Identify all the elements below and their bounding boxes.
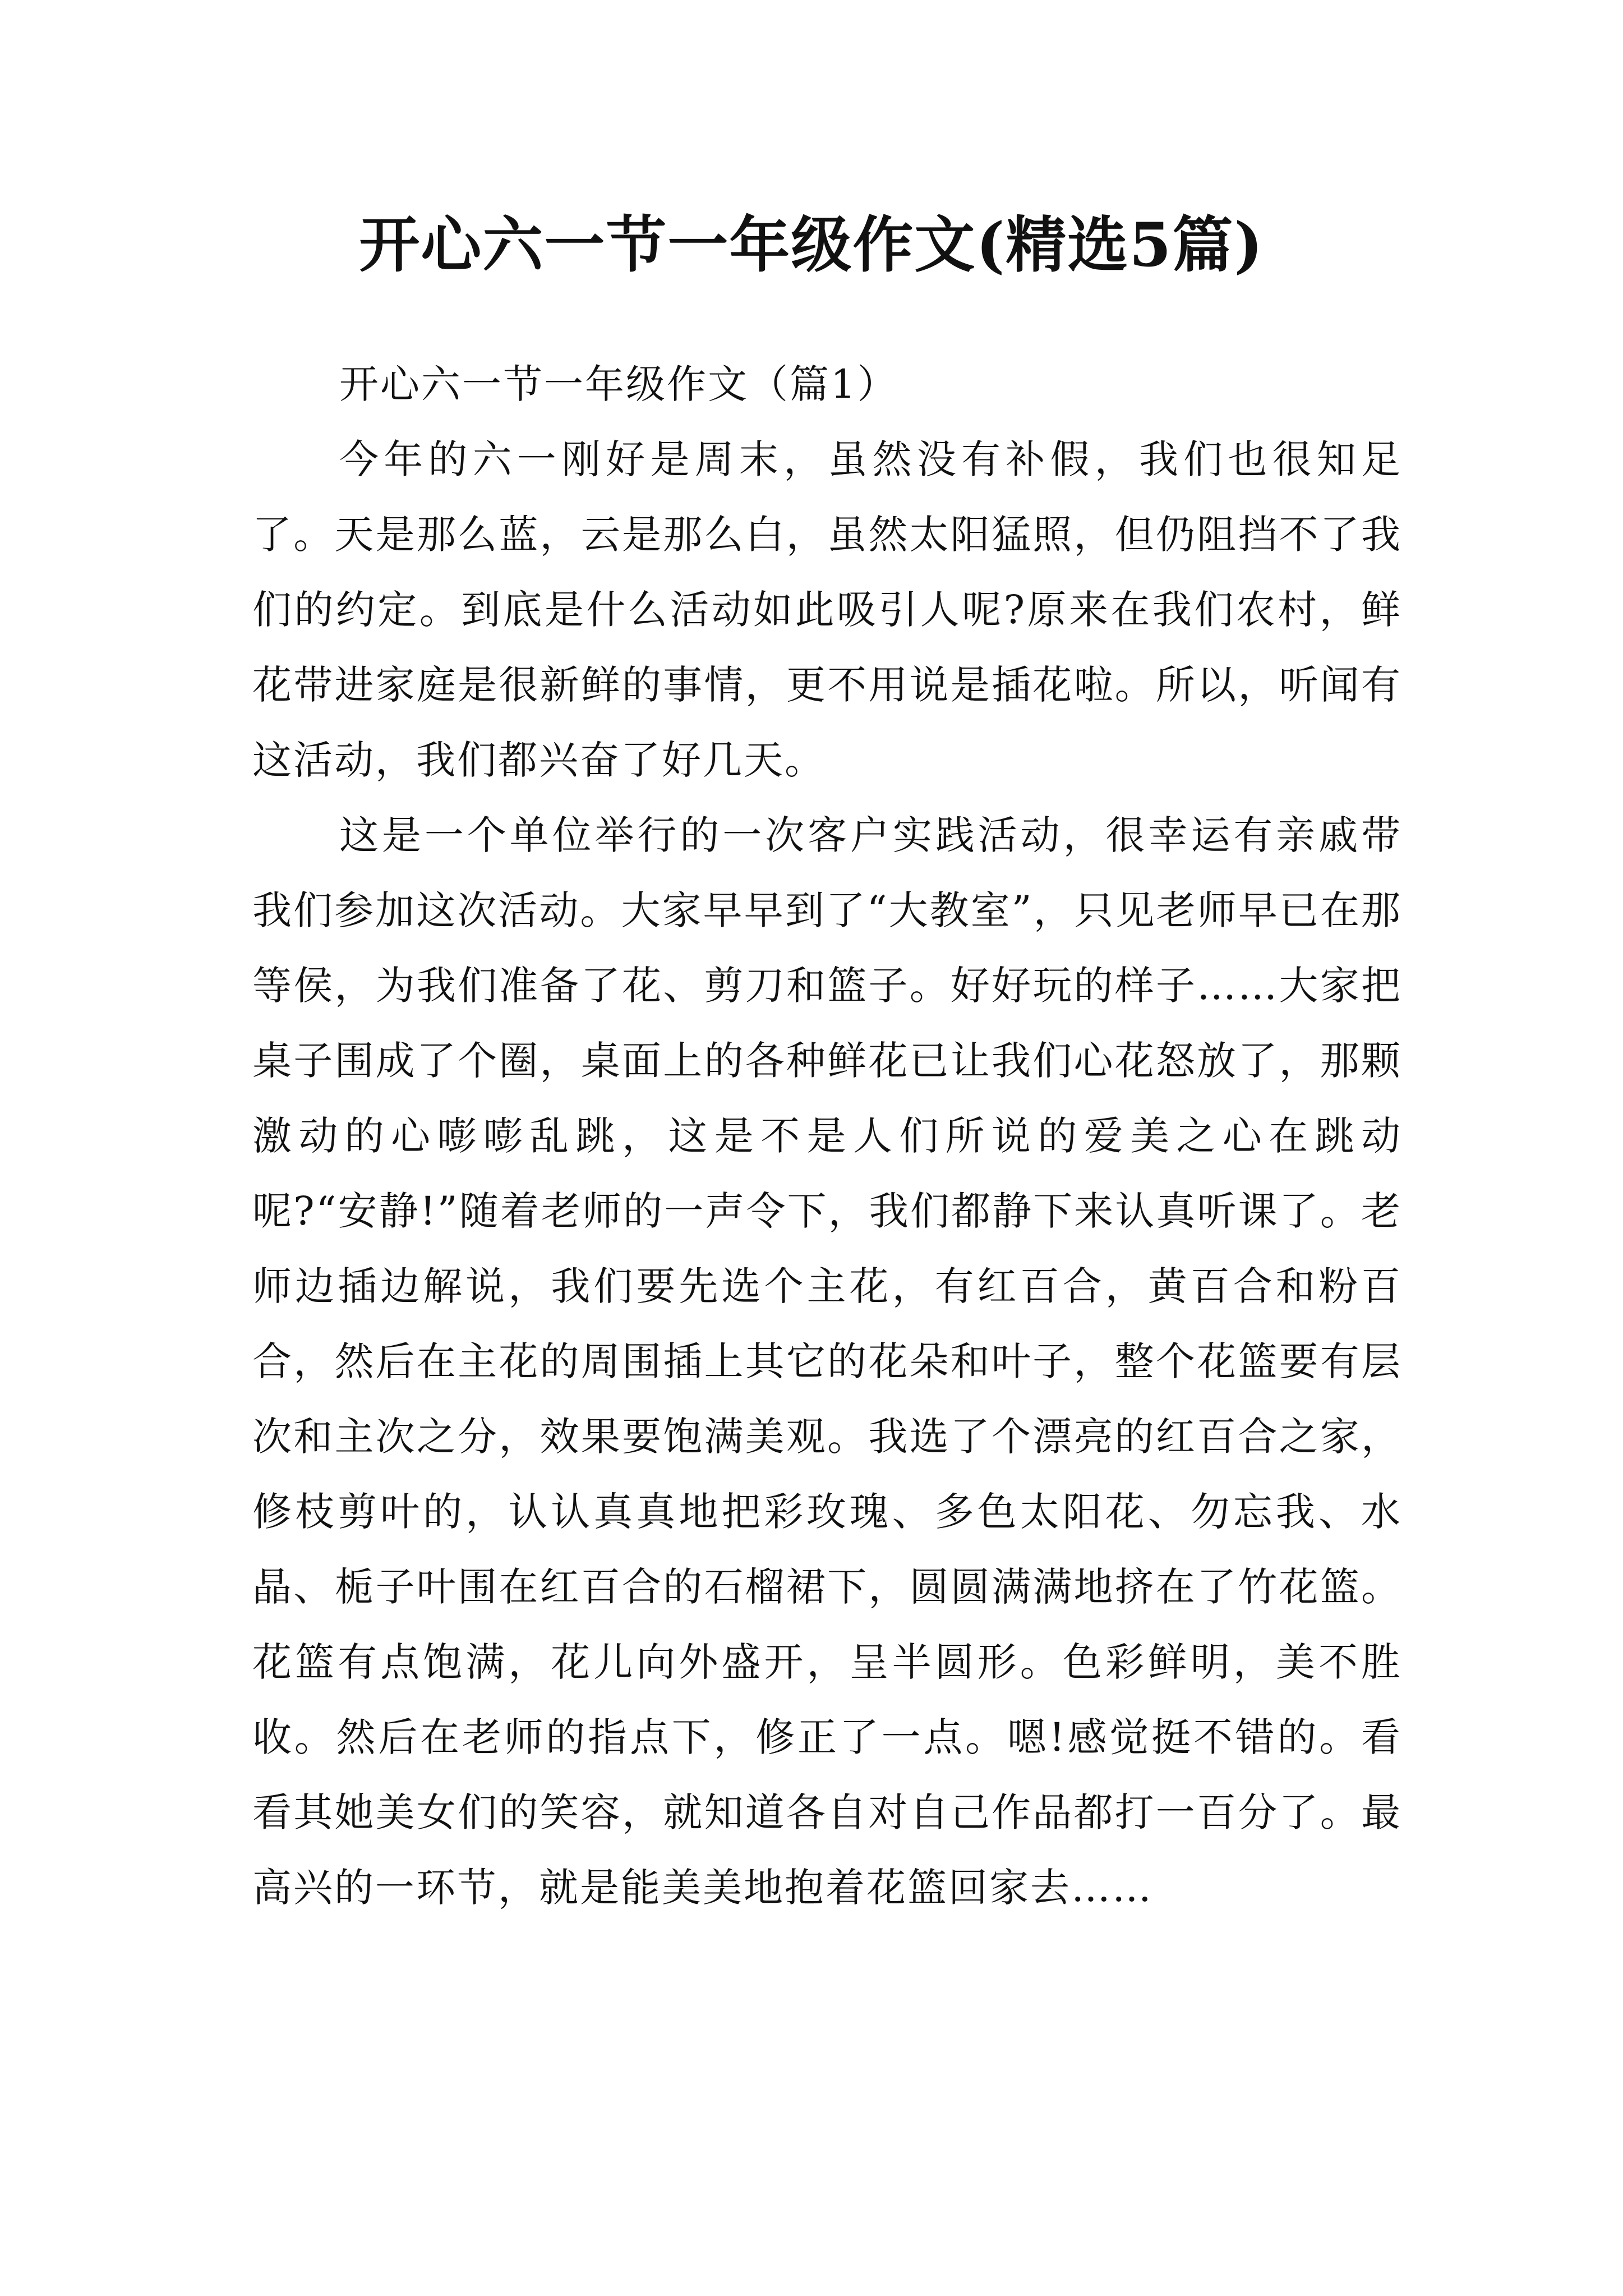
paragraph-2: 这是一个单位举行的一次客户实践活动，很幸运有亲戚带我们参加这次活动。大家早早到了“大教室”，只见老师早已在那等侯，为我们准备了花、剪刀和篮子。好好玩的样子……大家把桌子围成了个圈，桌面上的各种鲜花已让我们心花怒放了，那颗激动的心嘭嘭乱跳，这是不是人们所说的爱美之心在跳动呢?“安静!”随着老师的一声令下，我们都静下来认真听课了。老师边插边解说，我们要先选个主花，有红百合，黄百合和粉百合，然后在主花的周围插上其它的花朵和叶子，整个花篮要有层次和主次之分，效果要饱满美观。我选了个漂亮的红百合之家，修枝剪叶的，认认真真地把彩玫瑰、多色太阳花、勿忘我、水晶、栀子叶围在红百合的石榴裙下，圆圆满满地挤在了竹花篮。花篮有点饱满，花儿向外盛开，呈半圆形。色彩鲜明，美不胜收。然后在老师的指点下，修正了一点。嗯!感觉挺不错的。看看其她美女们的笑容，就知道各自对自己作品都打一百分了。最高兴的一环节，就是能美美地抱着花篮回家去…… [252,812,1402,1911]
document-body [252,347,1402,1925]
paragraph-1: 今年的六一刚好是周末，虽然没有补假，我们也很知足了。天是那么蓝，云是那么白，虽然太阳猛照，但仍阻挡不了我们的约定。到底是什么活动如此吸引人呢?原来在我们农村，鲜花带进家庭是很新鲜的事情，更不用说是插花啦。所以，听闻有这活动，我们都兴奋了好几天。 [252,436,1402,783]
section-heading: 开心六一节一年级作文（篇1） [339,361,898,407]
document-title: 开心六一节一年级作文(精选5篇) [359,210,1264,280]
